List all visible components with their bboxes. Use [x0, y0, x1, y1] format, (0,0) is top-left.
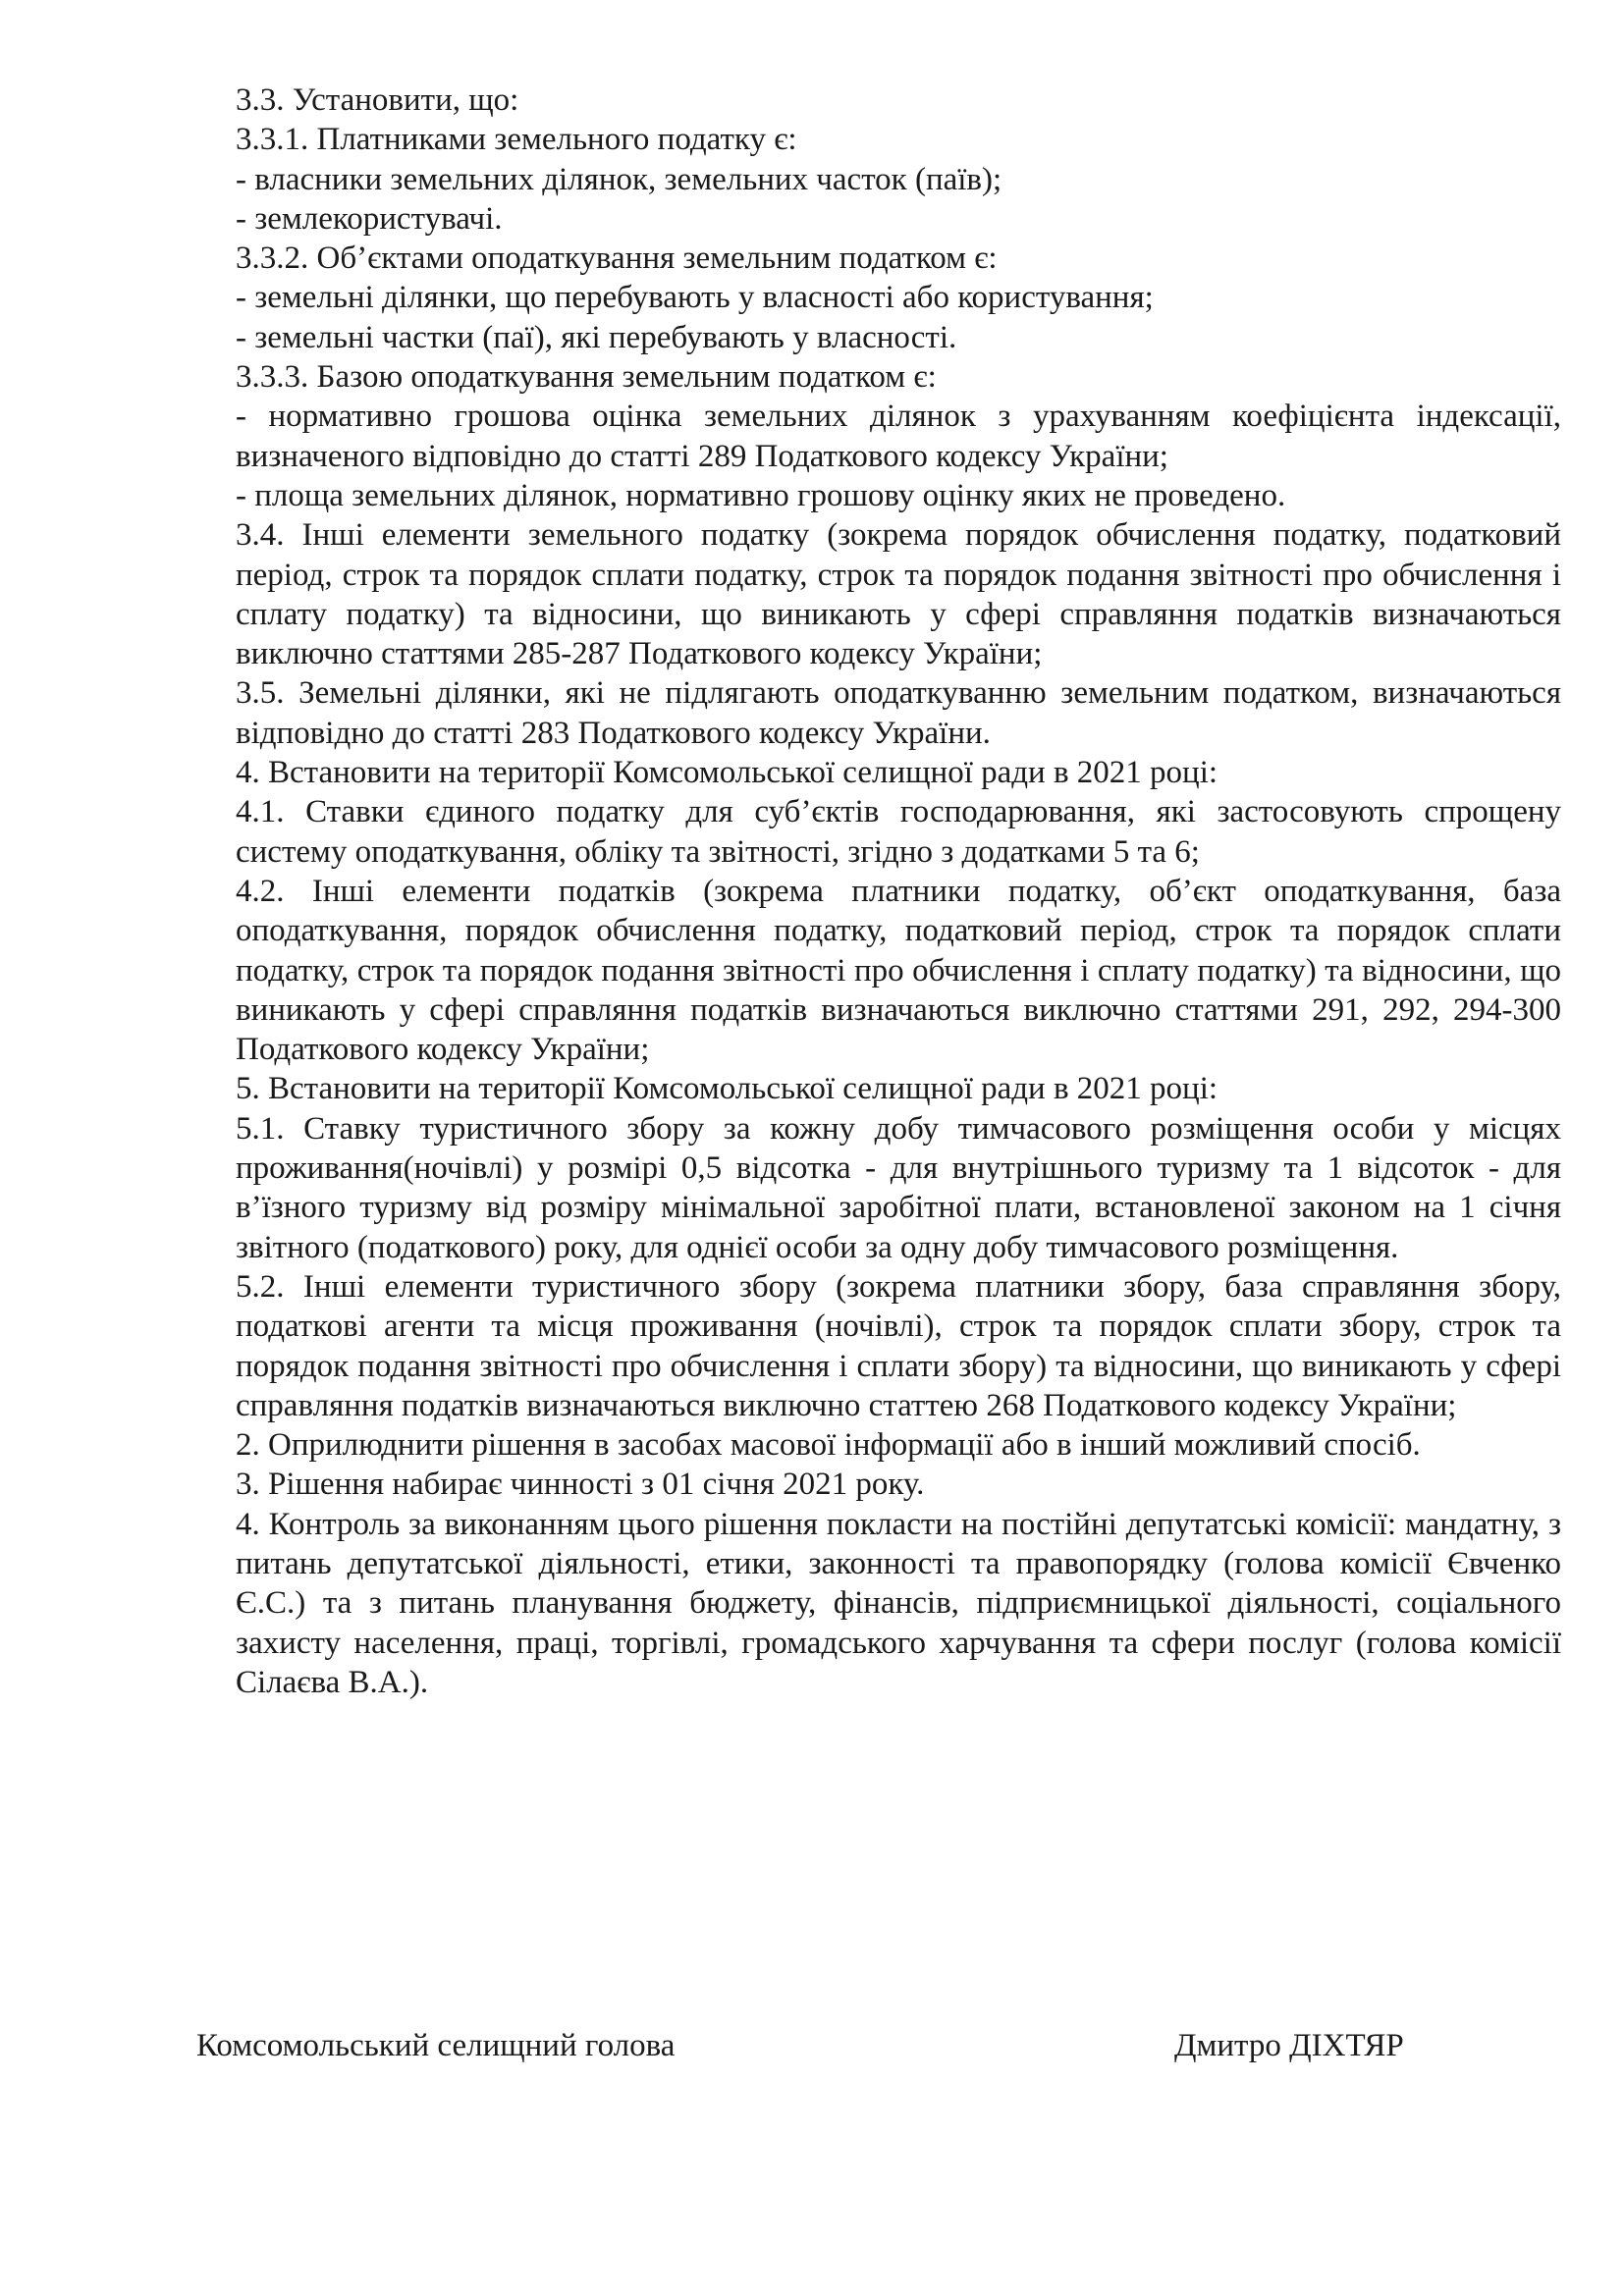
paragraph-3-5: 3.5. Земельні ділянки, які не підлягають оподаткуванню земельним податком, визначаються відповідно до статті 283 Податкового кодексу України.	[236, 675, 1561, 751]
paragraph-3-3-1: 3.3.1. Платниками земельного податку є:	[236, 122, 797, 158]
list-item-land-users: - землекористувачі.	[236, 200, 503, 237]
list-item-land-area: - площа земельних ділянок, нормативно грошову оцінку яких не проведено.	[236, 477, 1286, 513]
signatory-position: Комсомольський селищний голова	[196, 2028, 676, 2063]
list-item-land-plots: - земельні ділянки, що перебувають у власності або користування;	[236, 280, 1154, 316]
paragraph-effective-date: 3. Рішення набирає чинності з 01 січня 2021 року.	[236, 1467, 925, 1503]
paragraph-5-2: 5.2. Інші елементи туристичного збору (зокрема платники збору, база справляння збору, податкові агенти та місця проживання (ночівлі), строк та порядок сплати збору, строк та порядок подання звітності про обчислення і сплати збору) та відносини, що виникають у сфері справляння податків визначаються виключно статтею 268 Податкового кодексу України;	[236, 1268, 1561, 1423]
paragraph-3-4: 3.4. Інші елементи земельного податку (зокрема порядок обчислення податку, податковий період, строк та порядок сплати податку, строк та порядок подання звітності про обчислення і сплату податку) та відносини, що виникають у сфері справляння податків визначаються виключно статтями 285-287 Податкового кодексу України;	[236, 517, 1561, 672]
list-item-land-shares: - земельні частки (паї), які перебувають у власності.	[236, 319, 957, 355]
paragraph-3-3-3: 3.3.3. Базою оподаткування земельним податком є:	[236, 359, 937, 396]
paragraph-publish: 2. Оприлюднити рішення в засобах масової інформації або в інший можливий спосіб.	[236, 1427, 1421, 1464]
paragraph-4-1: 4.1. Ставки єдиного податку для суб’єктів господарювання, які застосовують спрощену систему оподаткування, обліку та звітності, згідно з додатками 5 та 6;	[236, 794, 1561, 870]
list-item-land-owners: - власники земельних ділянок, земельних часток (паїв);	[236, 161, 1002, 197]
signatory-name: Дмитро ДІХТЯР	[1174, 2028, 1404, 2063]
list-item-normative-valuation: - нормативно грошова оцінка земельних ділянок з урахуванням коефіцієнта індексації, визначеного відповідно до статті 289 Податкового кодексу України;	[236, 399, 1561, 474]
paragraph-5: 5. Встановити на території Комсомольської селищної ради в 2021 році:	[236, 1071, 1218, 1107]
paragraph-3-3-2: 3.3.2. Об’єктами оподаткування земельним податком є:	[236, 240, 998, 277]
paragraph-4-2: 4.2. Інші елементи податків (зокрема платники податку, об’єкт оподаткування, база оподаткування, порядок обчислення податку, податковий період, строк та порядок сплати податку, строк та порядок подання звітності про обчислення і сплату податку) та відносини, що виникають у сфері справляння податків визначаються виключно статтями 291, 292, 294-300 Податкового кодексу України;	[236, 873, 1561, 1068]
paragraph-control: 4. Контроль за виконанням цього рішення покласти на постійні депутатські комісії: мандатну, з питань депутатської діяльності, етики, законності та правопорядку (голова комісії Євченко Є.С.) та з питань планування бюджету, фінансів, підприємницької діяльності, соціального захисту населення, праці, торгівлі, громадського харчування та сфери послуг (голова комісії Сілаєва В.А.).	[236, 1506, 1561, 1700]
document-body	[236, 80, 1561, 1702]
paragraph-4: 4. Встановити на території Комсомольської селищної ради в 2021 році:	[236, 755, 1218, 791]
paragraph-3-3: 3.3. Установити, що:	[236, 82, 519, 118]
paragraph-5-1: 5.1. Ставку туристичного збору за кожну добу тимчасового розміщення особи у місцях проживання(ночівлі) у розмірі 0,5 відсотка - для внутрішнього туризму та 1 відсоток - для в’їзного туризму від розміру мінімальної заробітної плати, встановленої законом на 1 січня звітного (податкового) року, для однієї особи за одну добу тимчасового розміщення.	[236, 1110, 1561, 1265]
signature-block	[0, 2026, 1624, 2069]
